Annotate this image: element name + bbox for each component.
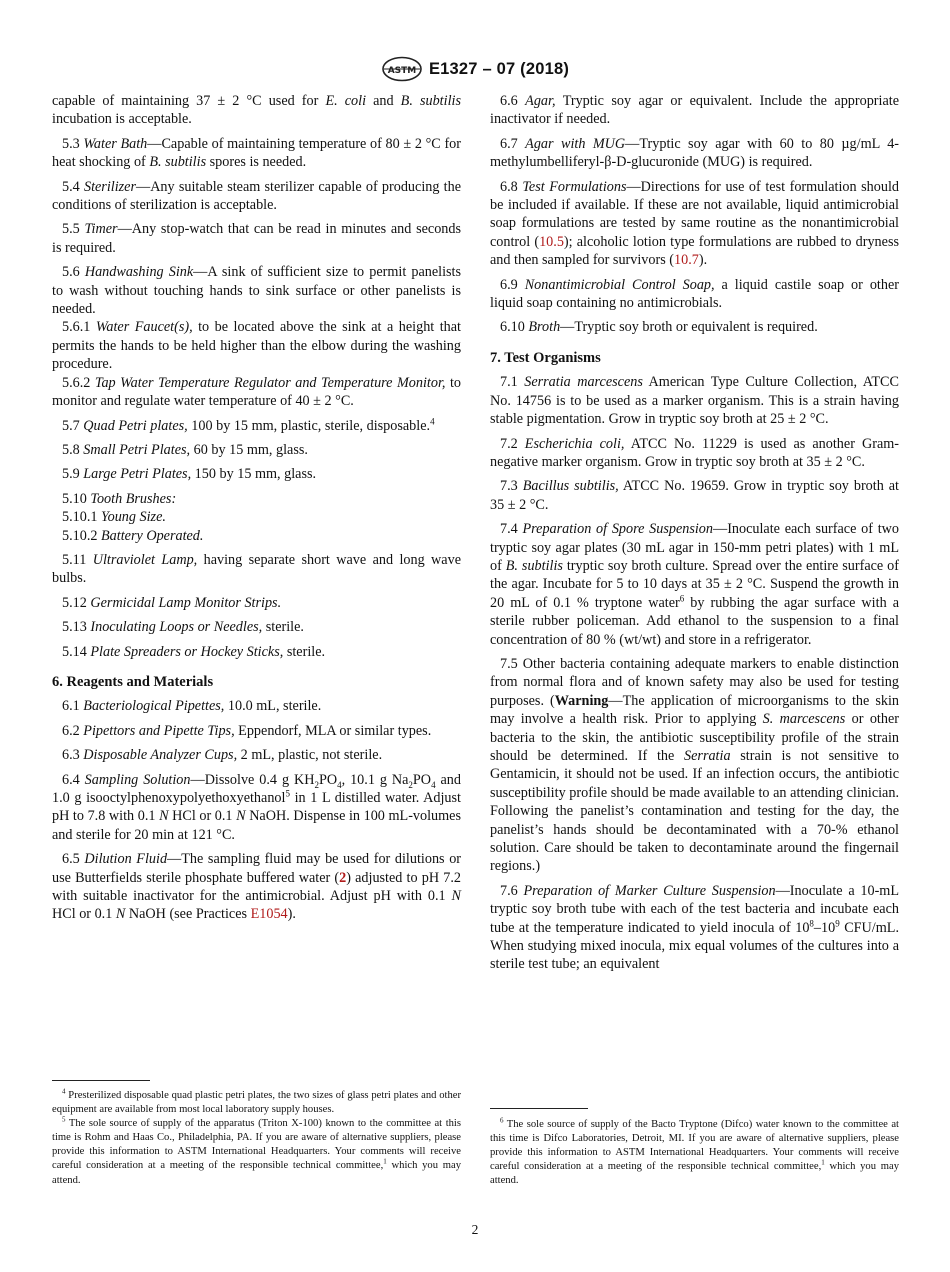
section-6-9: 6.9 Nonantimicrobial Control Soap, a liquid castile soap or other liquid soap containing no antimicrobials. xyxy=(490,276,899,312)
section-6-2: 6.2 Pipettors and Pipette Tips, Eppendorf, MLA or similar types. xyxy=(62,722,432,739)
section-6-4: 6.4 Sampling Solution—Dissolve 0.4 g $KH_2PO_4$, 10.1 g $Na_2PO_4$ and 1.0 g isooctylphenoxypolyethoxyethanol$^5$ in 1 L distilled water. Adjust pH to 7.8 with 0.1 N HCl or 0.1 N NaOH. Dispense in 100 mL-volumes and sterile for 20 min at 121 °C. xyxy=(52,771,461,843)
section-5-8: 5.8 Small Petri Plates, 60 by 15 mm, glass. xyxy=(62,441,308,458)
section-5-10: 5.10 Tooth Brushes: xyxy=(62,490,177,507)
section-7-2: 7.2 Escherichia coli, ATCC No. 11229 is used as another Gram-negative marker organism. Grow in tryptic soy broth at 35 ± 2 °C. xyxy=(490,435,900,470)
link-10-5[interactable]: 10.5 xyxy=(539,233,564,250)
footnote-divider-right xyxy=(490,1108,588,1109)
footnotes-left xyxy=(52,1089,461,1188)
section-6-3: 6.3 Disposable Analyzer Cups, 2 mL, plastic, not sterile. xyxy=(62,747,383,764)
section-6-10: 6.10 Broth—Tryptic soy broth or equivalent is required. xyxy=(500,319,818,336)
section-7-3: 7.3 Bacillus subtilis, ATCC No. 19659. Grow in tryptic soy broth at 35 ± 2 °C. xyxy=(490,478,899,513)
heading-reagents-and-materials: 6. Reagents and Materials xyxy=(52,673,214,690)
footnote-6: $^6$ The sole source of supply of the Bacto Tryptone (Difco) water known to the committee at this time is Difco Laboratories, Detroit, MI. If you are aware of alternative suppliers, please provide this information to ASTM International Headquarters. Your comments will receive careful consideration at a meeting of the responsible technical committee,$^1$ which you may attend. xyxy=(490,1116,899,1187)
link-e1054[interactable]: E1054 xyxy=(250,906,288,923)
section-5-12: 5.12 Germicidal Lamp Monitor Strips. xyxy=(62,594,282,611)
section-5-11: 5.11 Ultraviolet Lamp, having separate short wave and long wave bulbs. xyxy=(52,551,461,587)
heading-test-organisms: 7. Test Organisms xyxy=(490,349,601,366)
section-7-5: 7.5 Other bacteria containing adequate markers to enable distinction from normal flora and of known safety may also be used for testing purposes. (Warning—The application of microorganisms to the skin may involve a health risk. Prior to applying S. marcescens or other bacteria to the skin, the antibiotic susceptibility profile of the strain should be determined. If the Serratia strain is not sensitive to Gentamicin, it should not be used. If an infection occurs, the antibiotic susceptibility profile should be made available to an attending clinician. Following the panelist’s contamination and testing for the day, the panelist’s hands should be decontaminated with a 70-% ethanol solution. Care should be taken to decontaminate around the fingernail regions.) xyxy=(490,655,899,875)
page-header xyxy=(0,56,950,82)
paragraph-continued: capable of maintaining 37 ± 2 °C used for E. coli and B. subtilis incubation is acceptable. xyxy=(52,93,461,128)
footnote-ref-4: 4 xyxy=(430,415,435,426)
section-5-6-2: 5.6.2 Tap Water Temperature Regulator and Temperature Monitor, to monitor and regulate water temperature of 40 ± 2 °C. xyxy=(52,374,461,410)
footnote-ref-5: 5 xyxy=(285,788,290,799)
section-5-5: 5.5 Timer—Any stop-watch that can be read in minutes and seconds is required. xyxy=(52,221,462,256)
right-column xyxy=(490,92,899,980)
section-6-5: 6.5 Dilution Fluid—The sampling fluid may be used for dilutions or use Butterfields sterile phosphate buffered water (2) adjusted to pH 7.2 with suitable inactivator for the antimicrobial. Adjust pH with 0.1 N HCl or 0.1 N NaOH (see Practices E1054). xyxy=(52,851,462,923)
page-number: 2 xyxy=(471,1222,479,1237)
section-5-10-1: 5.10.1 Young Size. xyxy=(62,509,166,526)
footnote-4: $^4$ Presterilized disposable quad plastic petri plates, the two sizes of glass petri plates and other equipment are available from most local laboratory supply houses. xyxy=(52,1087,461,1116)
footnotes-right xyxy=(490,1118,899,1188)
footnote-divider-left xyxy=(52,1080,150,1081)
section-5-13: 5.13 Inoculating Loops or Needles, sterile. xyxy=(62,619,304,636)
section-7-1: 7.1 Serratia marcescens American Type Culture Collection, ATCC No. 14756 is to be used as a marker organism. This is a strain having stable pigmentation. Grow in tryptic soy broth at 25 ± 2 °C. xyxy=(490,374,899,428)
section-5-6: 5.6 Handwashing Sink—A sink of sufficient size to permit panelists to wash without touching hands to sink surface or other panelists is needed. xyxy=(52,264,461,318)
footnote-5: $^5$ The sole source of supply of the apparatus (Triton X-100) known to the committee at this time is Rohm and Haas Co., Philadelphia, PA. If you are aware of alternative suppliers, please provide this information to ASTM International Headquarters. Your comments will receive careful consideration at a meeting of the responsible technical committee,$^1$ which you may attend. xyxy=(52,1115,461,1186)
reference-link-2[interactable]: 2 xyxy=(339,869,347,886)
section-6-8: 6.8 Test Formulations—Directions for use of test formulation should be included if available. If these are not available, liquid antimicrobial soap formulations are tested by same routine as the nonantimicrobial control (10.5); alcoholic lotion type formulations are rubbed to dryness and then sampled for survivors (10.7). xyxy=(490,178,899,269)
document-id: E1327 – 07 (2018) xyxy=(428,59,570,78)
section-7-6: 7.6 Preparation of Marker Culture Suspension—Inoculate a 10-mL tryptic soy broth tube with each of the test bacteria and incubate each tube at the temperature indicated to yield inocula of $10^8-10^9$ CFU/mL. When studying mixed inocula, mix equal volumes of the cultures into a sterile test tube; an equivalent xyxy=(490,882,899,973)
section-5-14: 5.14 Plate Spreaders or Hockey Sticks, sterile. xyxy=(62,643,326,660)
astm-logo-text: ASTM xyxy=(387,66,417,76)
section-5-4: 5.4 Sterilizer—Any suitable steam sterilizer capable of producing the conditions of sterilization is acceptable. xyxy=(52,178,462,214)
section-6-1: 6.1 Bacteriological Pipettes, 10.0 mL, sterile. xyxy=(62,698,322,715)
section-5-7: 5.7 Quad Petri plates, 100 by 15 mm, plastic, sterile, disposable.$^4$ xyxy=(62,415,435,434)
link-10-7[interactable]: 10.7 xyxy=(674,252,699,269)
section-5-10-2: 5.10.2 Battery Operated. xyxy=(62,527,204,544)
footnote-ref-6: 6 xyxy=(679,593,685,604)
section-5-9: 5.9 Large Petri Plates, 150 by 15 mm, glass. xyxy=(62,466,317,483)
section-7-4: 7.4 Preparation of Spore Suspension—Inoculate each surface of two tryptic soy agar plates (30 mL agar in 150-mm petri plates) with 1 mL of B. subtilis tryptic soy broth culture. Spread over the entire surface of the agar. Incubate for 5 to 10 days at 35 ± 2 °C. Suspend the growth in 20 mL of 0.1 % tryptone water$^6$ by rubbing the agar surface with a sterile rubber policeman. Add ethanol to the suspension to a final concentration of 80 % (wt/wt) and store in a refrigerator. xyxy=(490,521,899,648)
section-5-3: 5.3 Water Bath—Capable of maintaining temperature of 80 ± 2 °C for heat shocking of B. subtilis spores is needed. xyxy=(52,135,462,171)
section-5-6-1: 5.6.1 Water Faucet(s), to be located above the sink at a height that permits the hands to be held higher than the elbow during the washing procedure. xyxy=(52,319,461,373)
section-6-7: 6.7 Agar with MUG—Tryptic soy agar with 60 to 80 µg/mL 4-methylumbelliferyl-β-D-glucuronide (MUG) is required. xyxy=(490,135,900,171)
left-column xyxy=(52,92,461,930)
astm-logo-icon xyxy=(381,56,423,82)
section-6-6: 6.6 Agar, Tryptic soy agar or equivalent. Include the appropriate inactivator if needed. xyxy=(490,93,900,128)
